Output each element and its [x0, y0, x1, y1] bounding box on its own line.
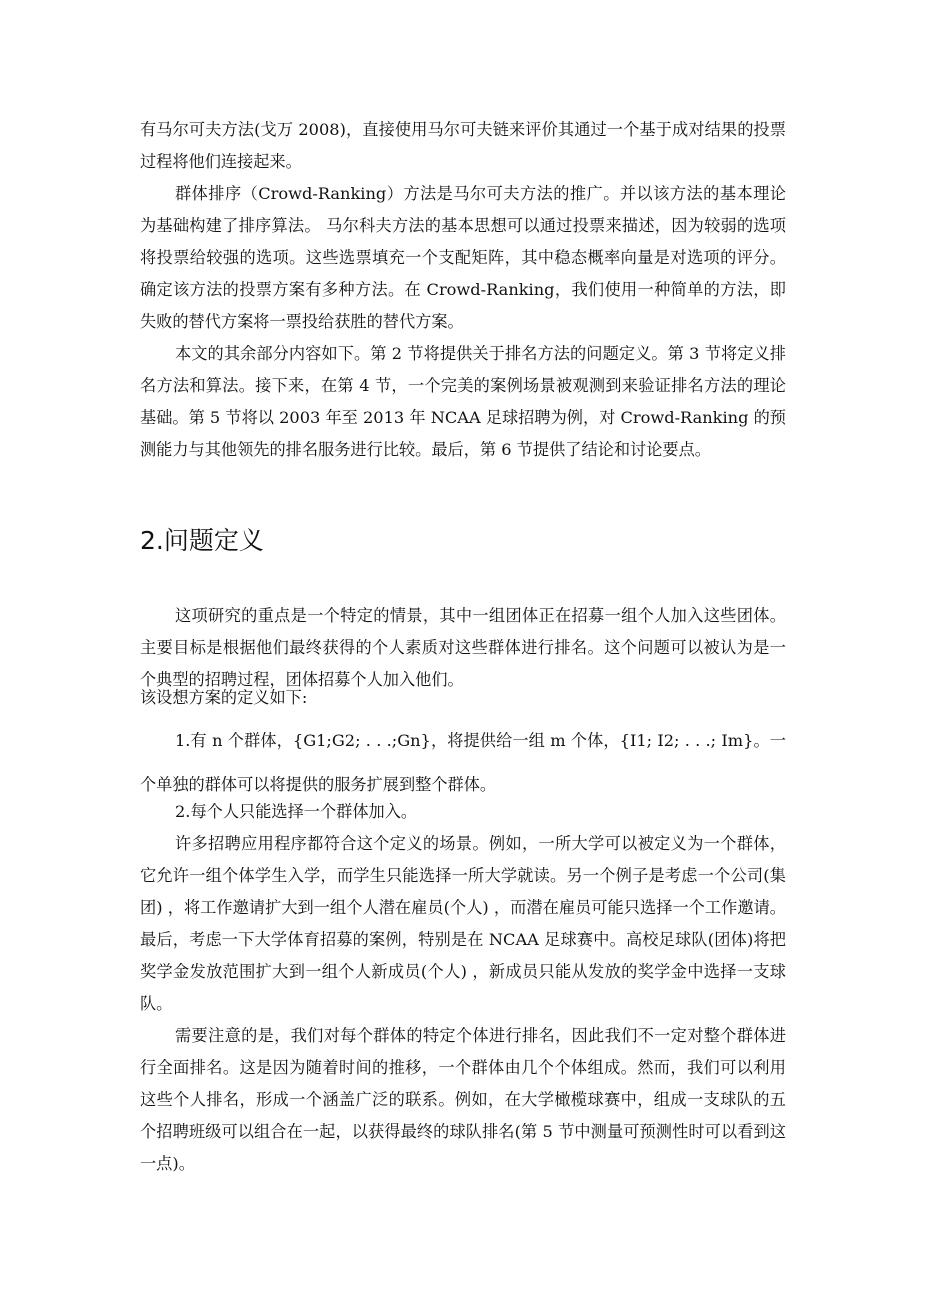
paragraph-crowd-ranking: 群体排序（Crowd-Ranking）方法是马尔可夫方法的推广。并以该方法的基本理论为基础构建了排序算法。 马尔科夫方法的基本思想可以通过投票来描述，因为较弱的选项将投票给较强的选项。这些选票填充一个支配矩阵，其中稳态概率向量是对选项的评分。确定该方法的投票方案有多种方法。在 Crowd-Ranking，我们使用一种简单的方法，即失败的替代方案将一票投给获胜的替代方案。 [140, 184, 786, 331]
section-heading: 2.问题定义 [140, 526, 264, 555]
paragraph-note: 需要注意的是，我们对每个群体的特定个体进行排名，因此我们不一定对整个群体进行全面排名。这是因为随着时间的推移，一个群体由几个个体组成。然而，我们可以利用这些个人排名，形成一个涵盖广泛的联系。例如，在大学橄榄球赛中，组成一支球队的五个招聘班级可以组合在一起，以获得最终的球队排名(第 5 节中测量可预测性时可以看到这一点)。 [140, 1026, 786, 1173]
paragraph-outline: 本文的其余部分内容如下。第 2 节将提供关于排名方法的问题定义。第 3 节将定义排名方法和算法。接下来，在第 4 节，一个完美的案例场景被观测到来验证排名方法的理论基础。第 5 节将以 2003 年至 2013 年 NCAA 足球招聘为例，对 Crowd-Ranking 的预测能力与其他领先的排名服务进行比较。最后，第 6 节提供了结论和讨论要点。 [140, 344, 786, 459]
paragraph-problem-intro: 这项研究的重点是一个特定的情景，其中一组团体正在招募一组个人加入这些团体。主要目标是根据他们最终获得的个人素质对这些群体进行排名。这个问题可以被认为是一个典型的招聘过程，团体招募个人加入他们。 [140, 606, 786, 689]
paragraph-markov-method: 有马尔可夫方法(戈万 2008)，直接使用马尔可夫链来评价其通过一个基于成对结果的投票过程将他们连接起来。 [140, 120, 786, 171]
list-item-1: 1.有 n 个群体，{G1;G2; . . .;Gn}，将提供给一组 m 个体，{I1; I2; . . .; Im}。一个单独的群体可以将提供的服务扩展到整个群体。 [140, 731, 786, 794]
paragraph-scenario-definition: 该设想方案的定义如下: [140, 688, 308, 707]
list-item-2: 2.每个人只能选择一个群体加入。 [175, 802, 418, 821]
paragraph-examples: 许多招聘应用程序都符合这个定义的场景。例如，一所大学可以被定义为一个群体，它允许一组个体学生入学，而学生只能选择一所大学就读。另一个例子是考虑一个公司(集团) ，将工作邀请扩大到一组个人潜在雇员(个人) ，而潜在雇员可能只选择一个工作邀请。 最后，考虑一下大学体育招募的案例，特别是在 NCAA 足球赛中。高校足球队(团体)将把奖学金发放范围扩大到一组个人新成员(个人) ，新成员只能从发放的奖学金中选择一支球队。 [140, 834, 786, 1013]
